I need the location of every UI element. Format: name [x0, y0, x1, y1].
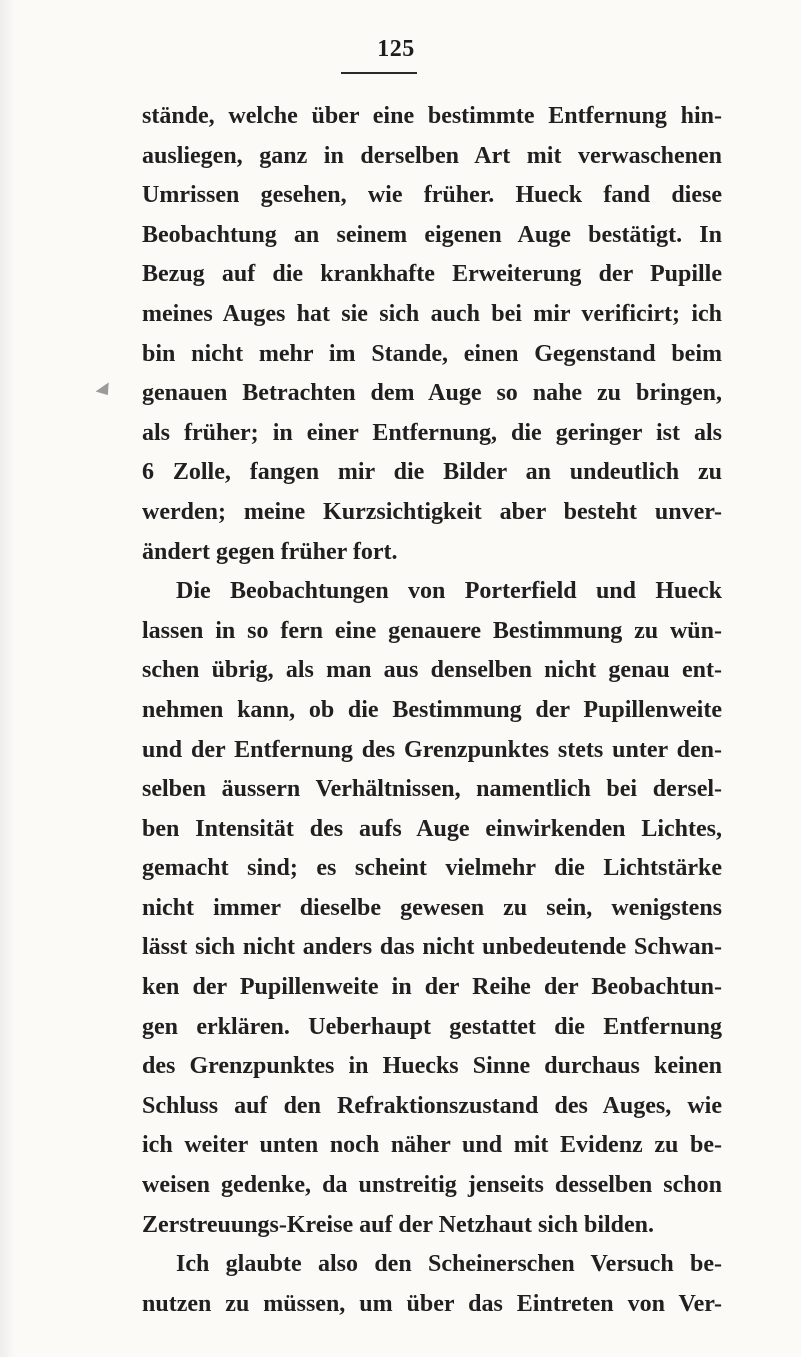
text-line: Die Beobachtungen von Porterfield und Hueck [176, 578, 722, 605]
text-line: ken der Pupillenweite in der Reihe der Beobachtun- [142, 974, 722, 1001]
text-line: 6 Zolle, fangen mir die Bilder an undeutlich zu [142, 459, 722, 486]
text-line: lassen in so fern eine genauere Bestimmung zu wün- [142, 617, 722, 644]
text-line: bin nicht mehr im Stande, einen Gegenstand beim [142, 340, 722, 367]
page-number: 125 [377, 36, 415, 62]
text-line: nehmen kann, ob die Bestimmung der Pupillenweite [142, 696, 722, 723]
text-line: nutzen zu müssen, um über das Eintreten von Ver- [142, 1290, 722, 1317]
text-line: und der Entfernung des Grenzpunktes stets unter den- [142, 736, 722, 763]
text-line: ausliegen, ganz in derselben Art mit verwaschenen [142, 142, 722, 169]
text-line: des Grenzpunktes in Huecks Sinne durchaus keinen [142, 1053, 722, 1080]
text-line: als früher; in einer Entfernung, die geringer ist als [142, 419, 722, 446]
text-line: werden; meine Kurzsichtigkeit aber besteht unver- [142, 498, 722, 525]
text-line: Bezug auf die krankhafte Erweiterung der Pupille [142, 261, 722, 288]
text-line: gemacht sind; es scheint vielmehr die Lichtstärke [142, 855, 722, 882]
header-rule [341, 72, 417, 74]
text-line: ben Intensität des aufs Auge einwirkenden Lichtes, [142, 815, 722, 842]
text-line: nicht immer dieselbe gewesen zu sein, wenigstens [142, 894, 722, 921]
text-line: lässt sich nicht anders das nicht unbedeutende Schwan- [142, 934, 722, 961]
text-line: selben äussern Verhältnissen, namentlich bei dersel- [142, 776, 722, 803]
text-line: Beobachtung an seinem eigenen Auge bestätigt. In [142, 221, 722, 248]
text-line: genauen Betrachten dem Auge so nahe zu bringen, [142, 380, 722, 407]
body-text [142, 97, 722, 1324]
text-line: gen erklären. Ueberhaupt gestattet die Entfernung [142, 1013, 722, 1040]
text-line: Ich glaubte also den Scheinerschen Versuch be- [176, 1251, 722, 1278]
text-line: Umrissen gesehen, wie früher. Hueck fand diese [142, 182, 722, 209]
margin-mark [96, 382, 115, 399]
text-line: ich weiter unten noch näher und mit Evidenz zu be- [142, 1132, 722, 1159]
text-line: stände, welche über eine bestimmte Entfernung hin- [142, 103, 722, 129]
text-line: Zerstreuungs-Kreise auf der Netzhaut sich bilden. [142, 1211, 655, 1238]
text-line: schen übrig, als man aus denselben nicht genau ent- [142, 657, 722, 684]
text-line: ändert gegen früher fort. [142, 538, 398, 565]
text-line: Schluss auf den Refraktionszustand des Auges, wie [142, 1092, 722, 1119]
text-line: weisen gedenke, da unstreitig jenseits desselben schon [142, 1172, 722, 1199]
text-line: meines Auges hat sie sich auch bei mir verificirt; ich [142, 300, 722, 327]
